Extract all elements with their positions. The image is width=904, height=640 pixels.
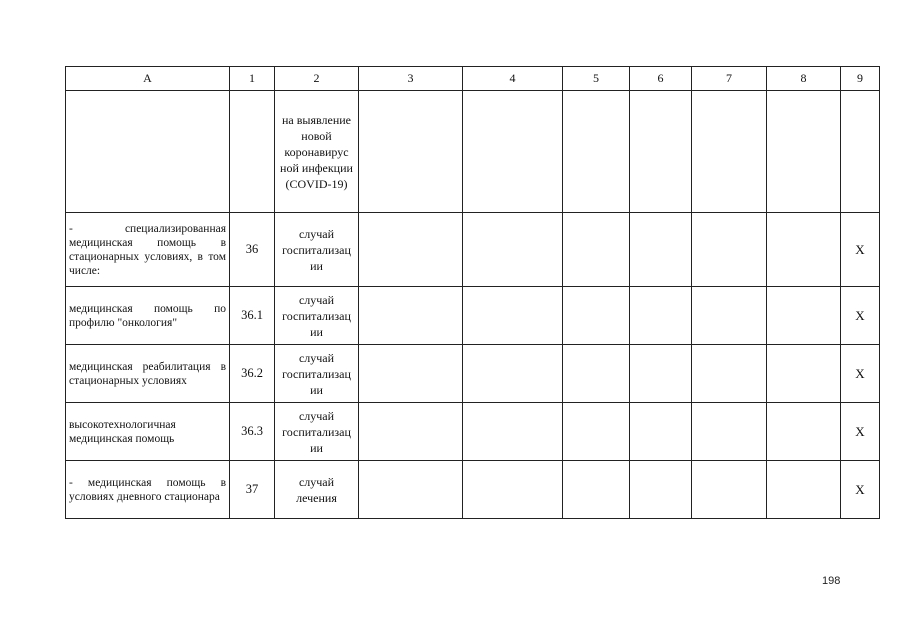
row-label [66, 91, 230, 213]
row-label: - специализированная медицинская помощь в стационарных условиях, в том числе: [66, 213, 230, 287]
empty-cell [692, 213, 767, 287]
header-cell-3: 3 [359, 67, 463, 91]
header-cell-6: 6 [630, 67, 692, 91]
empty-cell [692, 345, 767, 403]
page-number: 198 [822, 575, 841, 587]
header-cell-1: 1 [230, 67, 275, 91]
table-row [66, 461, 880, 519]
empty-cell [563, 403, 630, 461]
empty-cell [563, 461, 630, 519]
empty-cell [767, 403, 841, 461]
row-unit: случай госпитализац ии [275, 287, 359, 345]
empty-cell [359, 287, 463, 345]
empty-cell [692, 91, 767, 213]
table-row [66, 287, 880, 345]
empty-cell [692, 287, 767, 345]
empty-cell [692, 461, 767, 519]
empty-cell [767, 213, 841, 287]
row-col9: Х [841, 345, 880, 403]
empty-cell [692, 403, 767, 461]
table-row [66, 345, 880, 403]
empty-cell [767, 287, 841, 345]
empty-cell [630, 287, 692, 345]
empty-cell [630, 461, 692, 519]
empty-cell [767, 345, 841, 403]
header-row [66, 67, 880, 91]
empty-cell [359, 461, 463, 519]
row-label: высокотехнологичная медицинская помощь [66, 403, 230, 461]
empty-cell [630, 91, 692, 213]
empty-cell [463, 213, 563, 287]
empty-cell [563, 91, 630, 213]
empty-cell [630, 213, 692, 287]
empty-cell [463, 345, 563, 403]
empty-cell [463, 287, 563, 345]
row-unit: случай госпитализац ии [275, 213, 359, 287]
empty-cell [359, 345, 463, 403]
table-row [66, 213, 880, 287]
row-col9: Х [841, 403, 880, 461]
row-label: - медицинская помощь в условиях дневного стационара [66, 461, 230, 519]
row-col9 [841, 91, 880, 213]
empty-cell [463, 461, 563, 519]
empty-cell [463, 91, 563, 213]
empty-cell [563, 345, 630, 403]
empty-cell [767, 461, 841, 519]
row-label: медицинская помощь по профилю "онкология" [66, 287, 230, 345]
header-cell-5: 5 [563, 67, 630, 91]
row-unit: случай лечения [275, 461, 359, 519]
row-col9: Х [841, 213, 880, 287]
empty-cell [359, 213, 463, 287]
empty-cell [359, 91, 463, 213]
empty-cell [630, 345, 692, 403]
header-cell-9: 9 [841, 67, 880, 91]
empty-cell [463, 403, 563, 461]
empty-cell [563, 213, 630, 287]
row-label: медицинская реабилитация в стационарных условиях [66, 345, 230, 403]
header-cell-4: 4 [463, 67, 563, 91]
empty-cell [563, 287, 630, 345]
empty-cell [359, 403, 463, 461]
row-code: 36.1 [230, 287, 275, 345]
empty-cell [630, 403, 692, 461]
table-row [66, 91, 880, 213]
header-cell-a: А [66, 67, 230, 91]
row-code: 36.3 [230, 403, 275, 461]
table-row [66, 403, 880, 461]
row-code: 36 [230, 213, 275, 287]
row-unit: случай госпитализац ии [275, 403, 359, 461]
empty-cell [767, 91, 841, 213]
row-col9: Х [841, 287, 880, 345]
row-code: 36.2 [230, 345, 275, 403]
row-unit: случай госпитализац ии [275, 345, 359, 403]
row-col9: Х [841, 461, 880, 519]
header-cell-8: 8 [767, 67, 841, 91]
data-table [65, 66, 880, 519]
row-code: 37 [230, 461, 275, 519]
header-cell-2: 2 [275, 67, 359, 91]
row-unit: на выявление новой коронавирус ной инфекции (COVID-19) [275, 91, 359, 213]
header-cell-7: 7 [692, 67, 767, 91]
row-code [230, 91, 275, 213]
